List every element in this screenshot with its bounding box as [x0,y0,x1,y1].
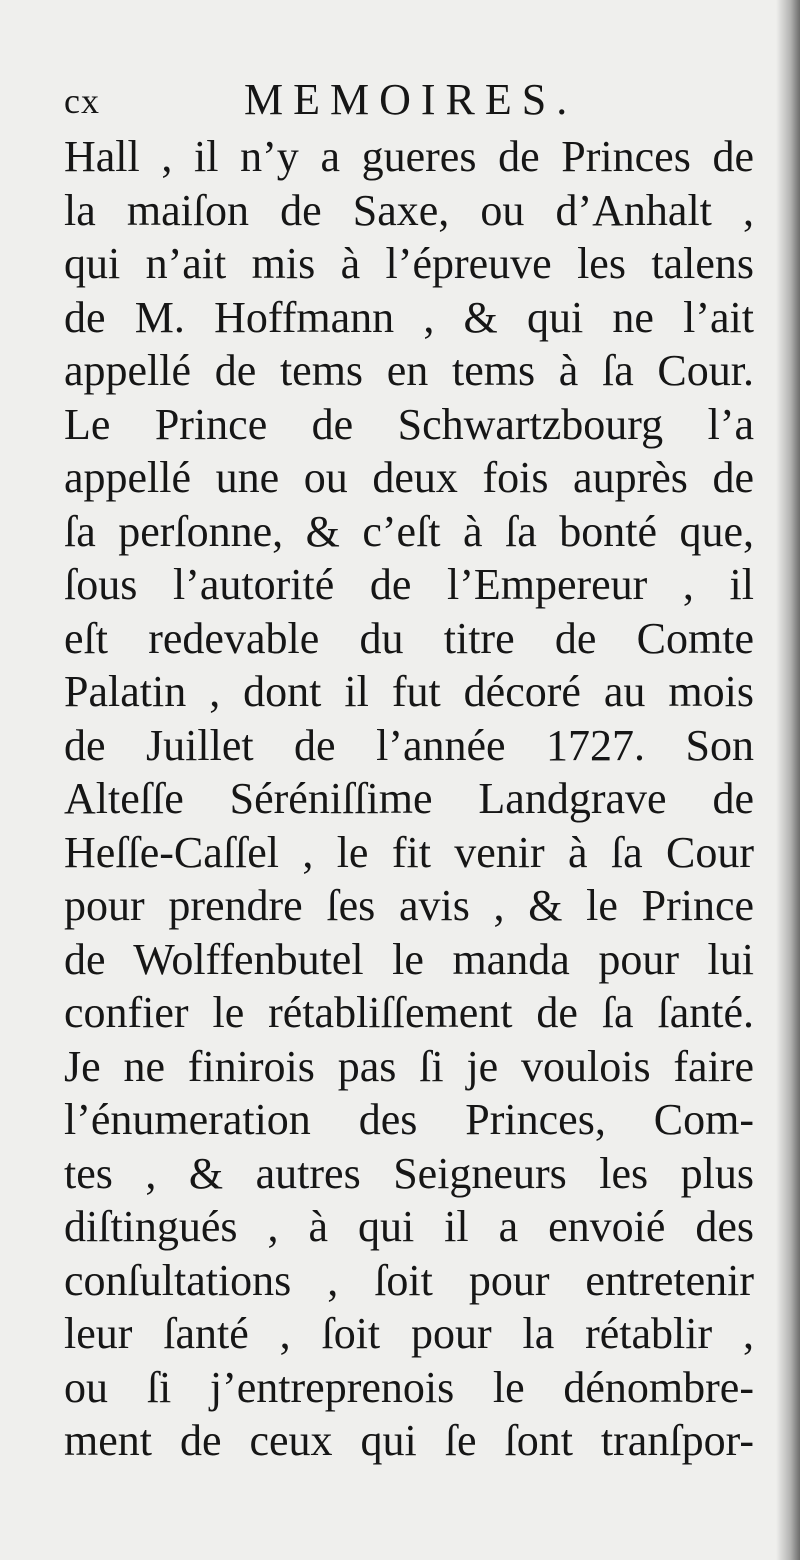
text-line: Hall , il n’y a gueres de Princes de [64,132,754,181]
text-line: Le Prince de Schwartzbourg l’a [64,399,754,449]
text-line: Je ne finirois pas ſi je voulois faire [64,1041,754,1091]
text-line: de M. Hoffmann , & qui ne l’ait [64,292,754,342]
text-line: ſa perſonne, & c’eſt à ſa bonté que, [64,506,754,556]
text-line: de Wolffenbutel le manda pour lui [64,934,754,984]
text-line: pour prendre ſes avis , & le Prince [64,881,754,930]
text-line: appellé une ou deux fois auprès de [64,453,754,502]
text-line: eſt redevable du titre de Comte [64,613,754,663]
text-line: Palatin , dont il fut décoré au mois [64,667,754,716]
text-line: la maiſon de Saxe, ou d’Anhalt , [64,185,754,235]
text-line: appellé de tems en tems à ſa Cour. [64,346,754,395]
text-line: diſtingués , à qui il a envoié des [64,1202,754,1251]
running-title: MEMOIRES. [244,75,578,124]
text-line: l’énumeration des Princes, Com- [64,1095,754,1144]
text-line: tes , & autres Seigneurs les plus [64,1148,754,1198]
text-line: leur ſanté , ſoit pour la rétablir , [64,1309,754,1358]
text-line: qui n’ait mis à l’épreuve les talens [64,239,754,288]
body-text [64,130,754,1468]
page-edge-shadow [776,0,800,1560]
text-line: ment de ceux qui ſe ſont tranſpor- [64,1416,754,1465]
folio-number: cx [64,81,100,121]
page-header [64,70,754,130]
text-line: ou ſi j’entreprenois le dénombre- [64,1362,754,1412]
text-line: ſous l’autorité de l’Empereur , il [64,560,754,609]
text-line: de Juillet de l’année 1727. Son [64,720,754,770]
text-line: Heſſe-Caſſel , le fit venir à ſa Cour [64,827,754,877]
text-line: Alteſſe Séréniſſime Landgrave de [64,774,754,823]
text-line: confier le rétabliſſement de ſa ſanté. [64,988,754,1037]
text-line: conſultations , ſoit pour entretenir [64,1255,754,1305]
